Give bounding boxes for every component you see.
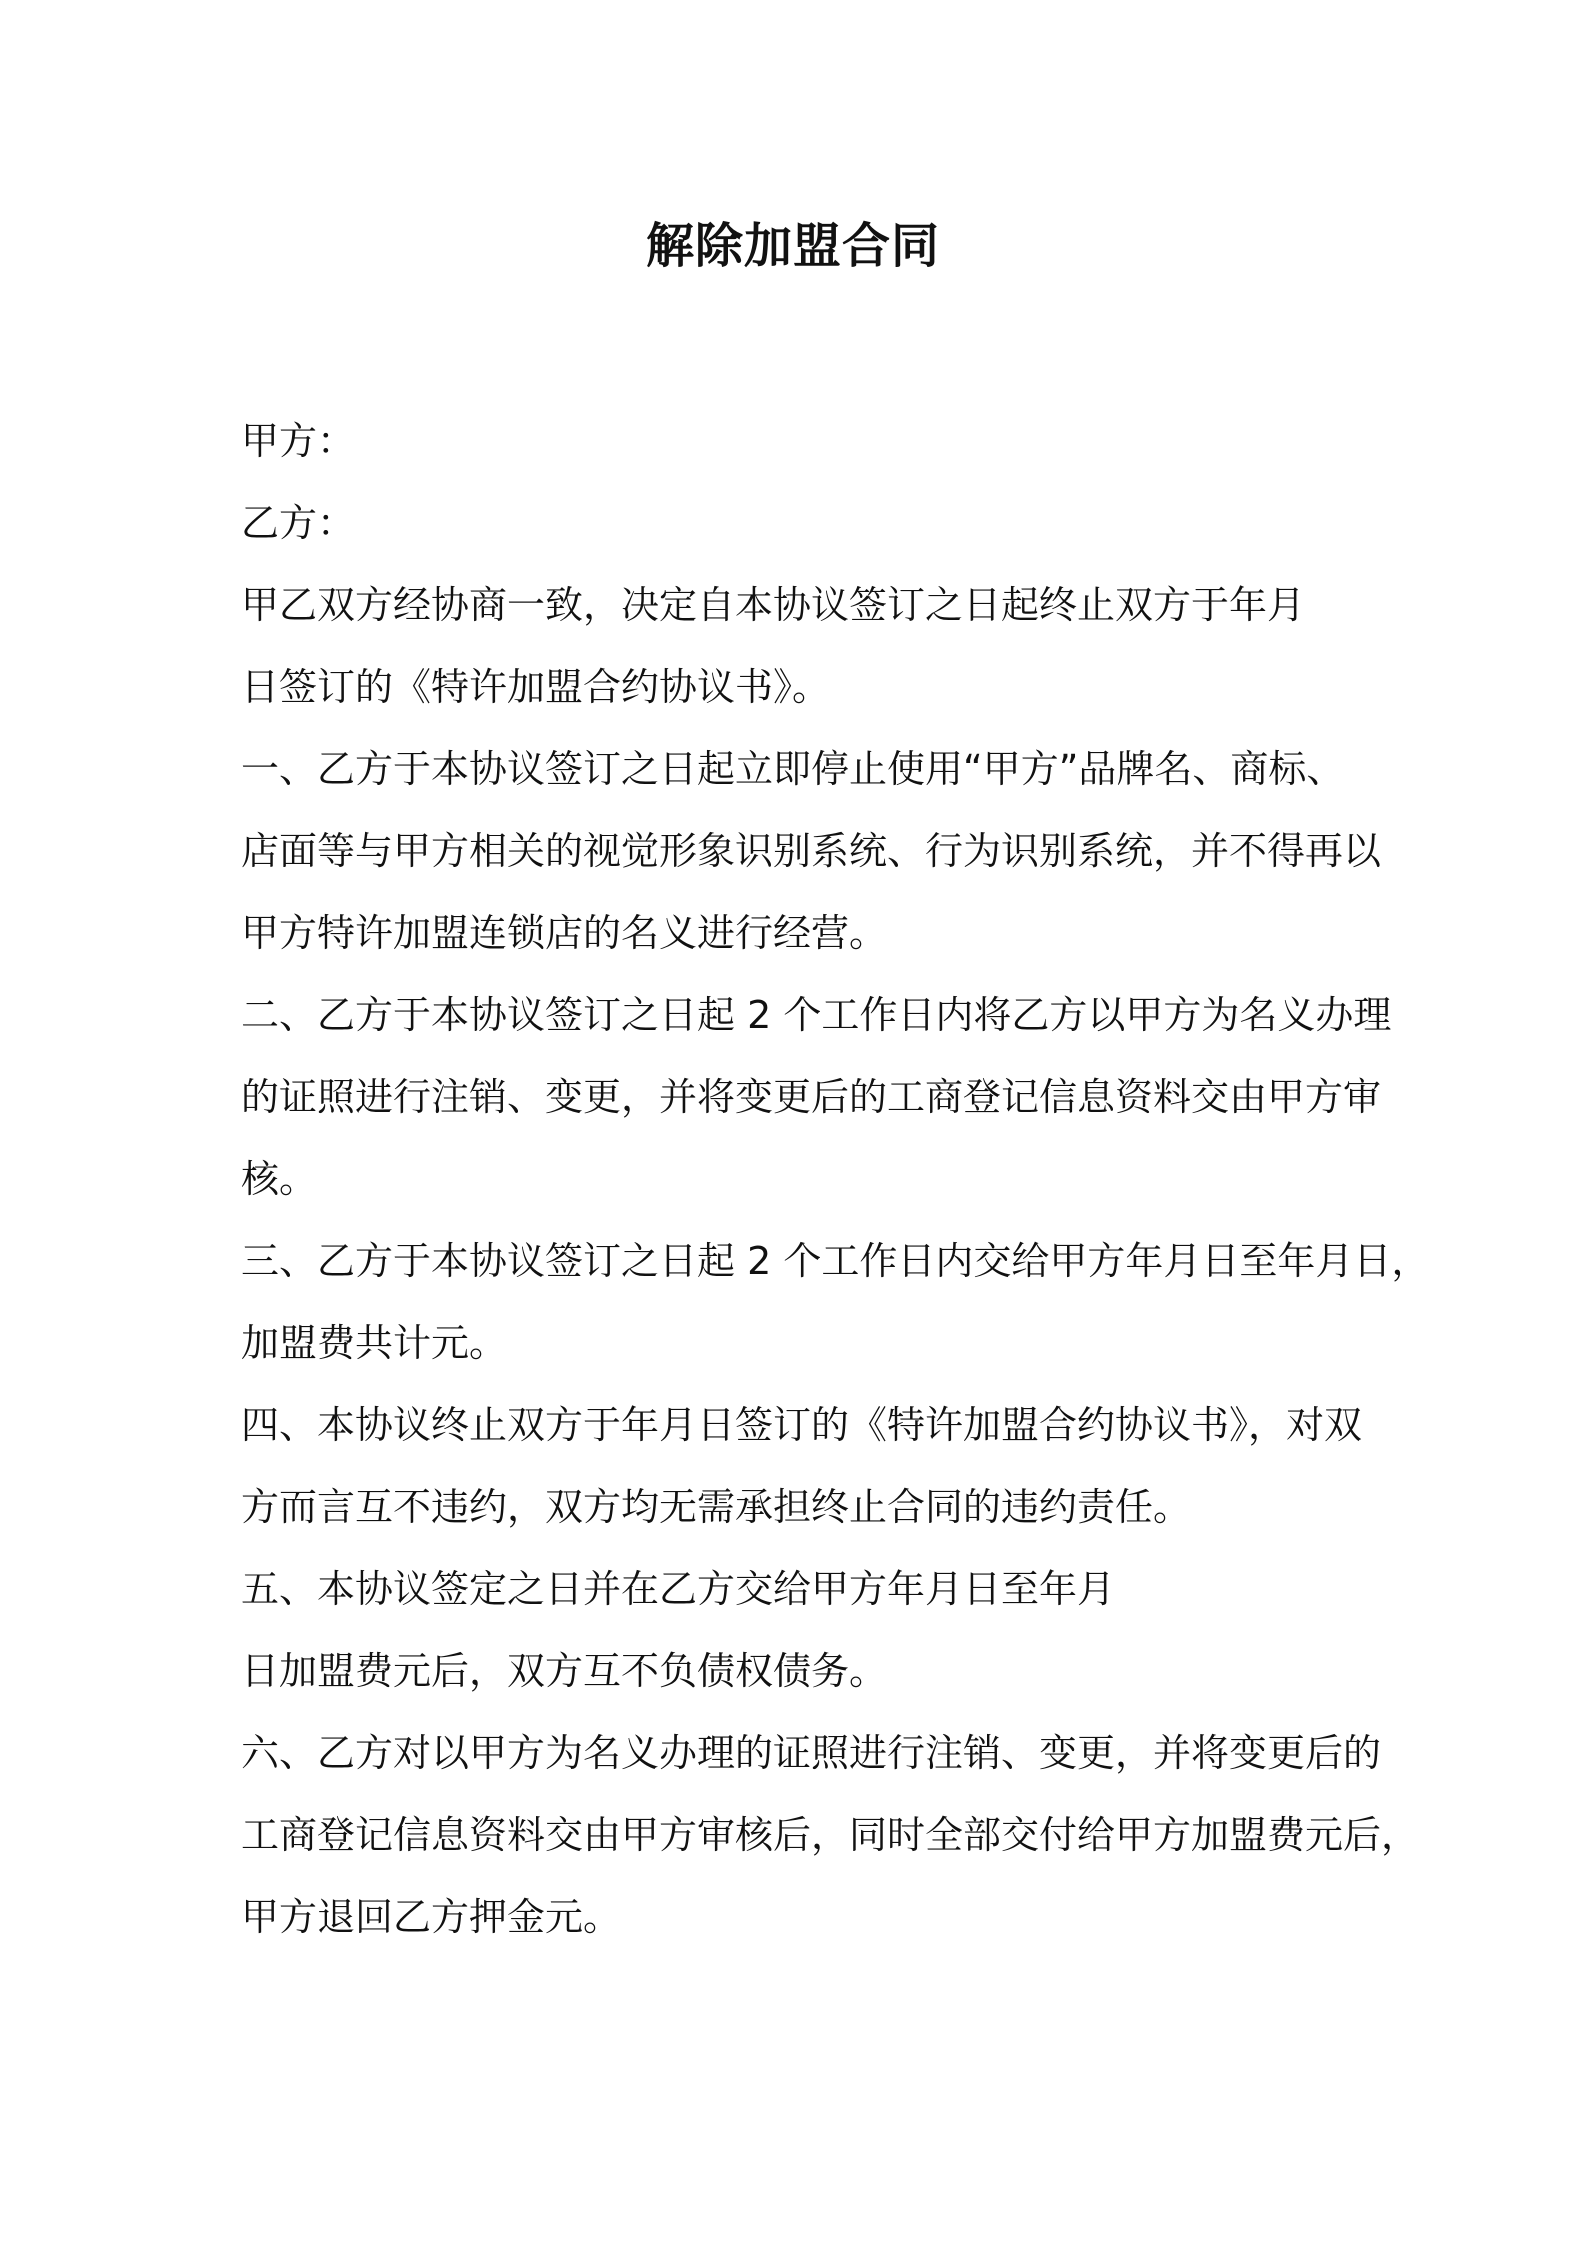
clause-5-line: 五、本协议签定之日并在乙方交给甲方年月日至年月 bbox=[241, 1567, 1116, 1611]
party-a-line: 甲方： bbox=[241, 419, 356, 463]
document-body bbox=[241, 400, 1430, 1958]
clause-5-line: 日加盟费元后，双方互不负债权债务。 bbox=[241, 1649, 888, 1693]
clause-1-line: 甲方特许加盟连锁店的名义进行经营。 bbox=[241, 911, 888, 955]
clause-1-line: 一、乙方于本协议签订之日起立即停止使用“甲方”品牌名、商标、 bbox=[241, 747, 1345, 791]
body-line: 甲乙双方经协商一致，决定自本协议签订之日起终止双方于年月 bbox=[241, 583, 1306, 627]
clause-6-line: 甲方退回乙方押金元。 bbox=[241, 1895, 622, 1939]
clause-4-line: 方而言互不违约，双方均无需承担终止合同的违约责任。 bbox=[241, 1485, 1192, 1529]
clause-4-line: 四、本协议终止双方于年月日签订的《特许加盟合约协议书》，对双 bbox=[241, 1403, 1363, 1447]
clause-2-line: 的证照进行注销、变更，并将变更后的工商登记信息资料交由甲方审 bbox=[241, 1075, 1382, 1119]
clause-2-line: 二、乙方于本协议签订之日起 2 个工作日内将乙方以甲方为名义办理 bbox=[241, 993, 1392, 1037]
clause-6-line: 六、乙方对以甲方为名义办理的证照进行注销、变更，并将变更后的 bbox=[241, 1731, 1382, 1775]
clause-3-line: 加盟费共计元。 bbox=[241, 1321, 508, 1365]
clause-1-line: 店面等与甲方相关的视觉形象识别系统、行为识别系统，并不得再以 bbox=[241, 829, 1382, 873]
party-b-line: 乙方： bbox=[241, 501, 356, 545]
clause-6-line: 工商登记信息资料交由甲方审核后，同时全部交付给甲方加盟费元后， bbox=[241, 1813, 1420, 1857]
body-line: 日签订的《特许加盟合约协议书》。 bbox=[241, 665, 831, 709]
document-title: 解除加盟合同 bbox=[645, 218, 940, 274]
clause-2-line: 核。 bbox=[241, 1157, 318, 1201]
clause-3-line: 三、乙方于本协议签订之日起 2 个工作日内交给甲方年月日至年月日， bbox=[241, 1239, 1430, 1283]
